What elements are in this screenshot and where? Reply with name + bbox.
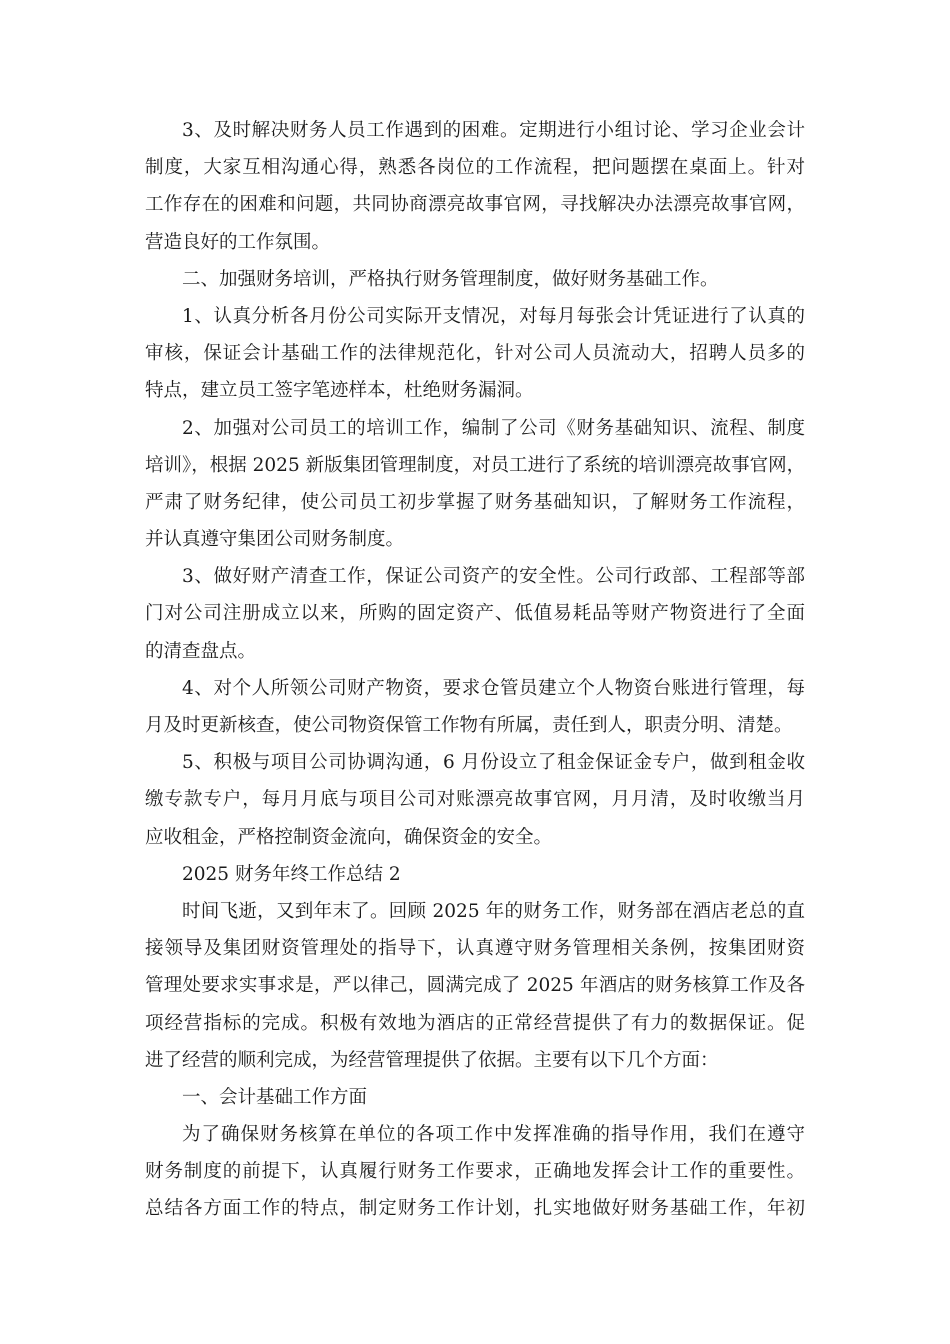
text-line: 接领导及集团财资管理处的指导下，认真遵守财务管理相关条例，按集团财资 <box>145 938 805 960</box>
text-line: 营造良好的工作氛围。 <box>145 231 331 253</box>
text-line: 一、会计基础工作方面 <box>182 1086 368 1108</box>
text-line: 管理处要求实事求是，严以律己，圆满完成了 2025 年酒店的财务核算工作及各 <box>145 975 805 997</box>
text-line: 进了经营的顺利完成，为经营管理提供了依据。主要有以下几个方面： <box>145 1049 719 1071</box>
text-line: 总结各方面工作的特点，制定财务工作计划，扎实地做好财务基础工作，年初 <box>145 1198 805 1220</box>
text-line: 应收租金，严格控制资金流向，确保资金的安全。 <box>145 826 553 848</box>
text-line: 1、认真分析各月份公司实际开支情况，对每月每张会计凭证进行了认真的 <box>182 305 805 327</box>
text-line: 并认真遵守集团公司财务制度。 <box>145 529 405 551</box>
text-line: 工作存在的困难和问题，共同协商漂亮故事官网，寻找解决办法漂亮故事官网， <box>145 194 805 216</box>
text-line: 月及时更新核查，使公司物资保管工作物有所属，责任到人，职责分明、清楚。 <box>145 715 793 736</box>
text-line: 制度，大家互相沟通心得，熟悉各岗位的工作流程，把问题摆在桌面上。针对 <box>145 157 805 179</box>
text-line: 3、做好财产清查工作，保证公司资产的安全性。公司行政部、工程部等部 <box>182 566 805 588</box>
text-line: 门对公司注册成立以来，所购的固定资产、低值易耗品等财产物资进行了全面 <box>145 603 805 625</box>
text-line: 特点，建立员工签字笔迹样本，杜绝财务漏洞。 <box>145 380 534 402</box>
text-line: 2025 财务年终工作总结 2 <box>182 863 401 885</box>
text-line: 2、加强对公司员工的培训工作，编制了公司《财务基础知识、流程、制度 <box>182 417 805 439</box>
text-line: 3、及时解决财务人员工作遇到的困难。定期进行小组讨论、学习企业会计 <box>182 120 805 141</box>
text-line: 为了确保财务核算在单位的各项工作中发挥准确的指导作用，我们在遵守 <box>182 1124 805 1146</box>
text-line: 严肃了财务纪律，使公司员工初步掌握了财务基础知识，了解财务工作流程， <box>145 491 805 513</box>
text-line: 项经营指标的完成。积极有效地为酒店的正常经营提供了有力的数据保证。促 <box>145 1012 805 1034</box>
document-page <box>145 112 805 1228</box>
text-line: 的清查盘点。 <box>145 640 257 662</box>
text-line: 培训》，根据 2025 新版集团管理制度，对员工进行了系统的培训漂亮故事官网， <box>145 454 806 476</box>
text-line: 缴专款专户，每月月底与项目公司对账漂亮故事官网，月月清，及时收缴当月 <box>145 789 805 811</box>
text-line: 5、积极与项目公司协调沟通，6 月份设立了租金保证金专户，做到租金收 <box>182 752 805 774</box>
text-line: 二、加强财务培训，严格执行财务管理制度，做好财务基础工作。 <box>182 268 719 290</box>
text-line: 时间飞逝，又到年末了。回顾 2025 年的财务工作，财务部在酒店老总的直 <box>182 900 805 922</box>
text-line: 审核，保证会计基础工作的法律规范化，针对公司人员流动大，招聘人员多的 <box>145 343 805 365</box>
text-line: 财务制度的前提下，认真履行财务工作要求，正确地发挥会计工作的重要性。 <box>145 1161 805 1183</box>
text-line: 4、对个人所领公司财产物资，要求仓管员建立个人物资台账进行管理，每 <box>182 677 805 699</box>
